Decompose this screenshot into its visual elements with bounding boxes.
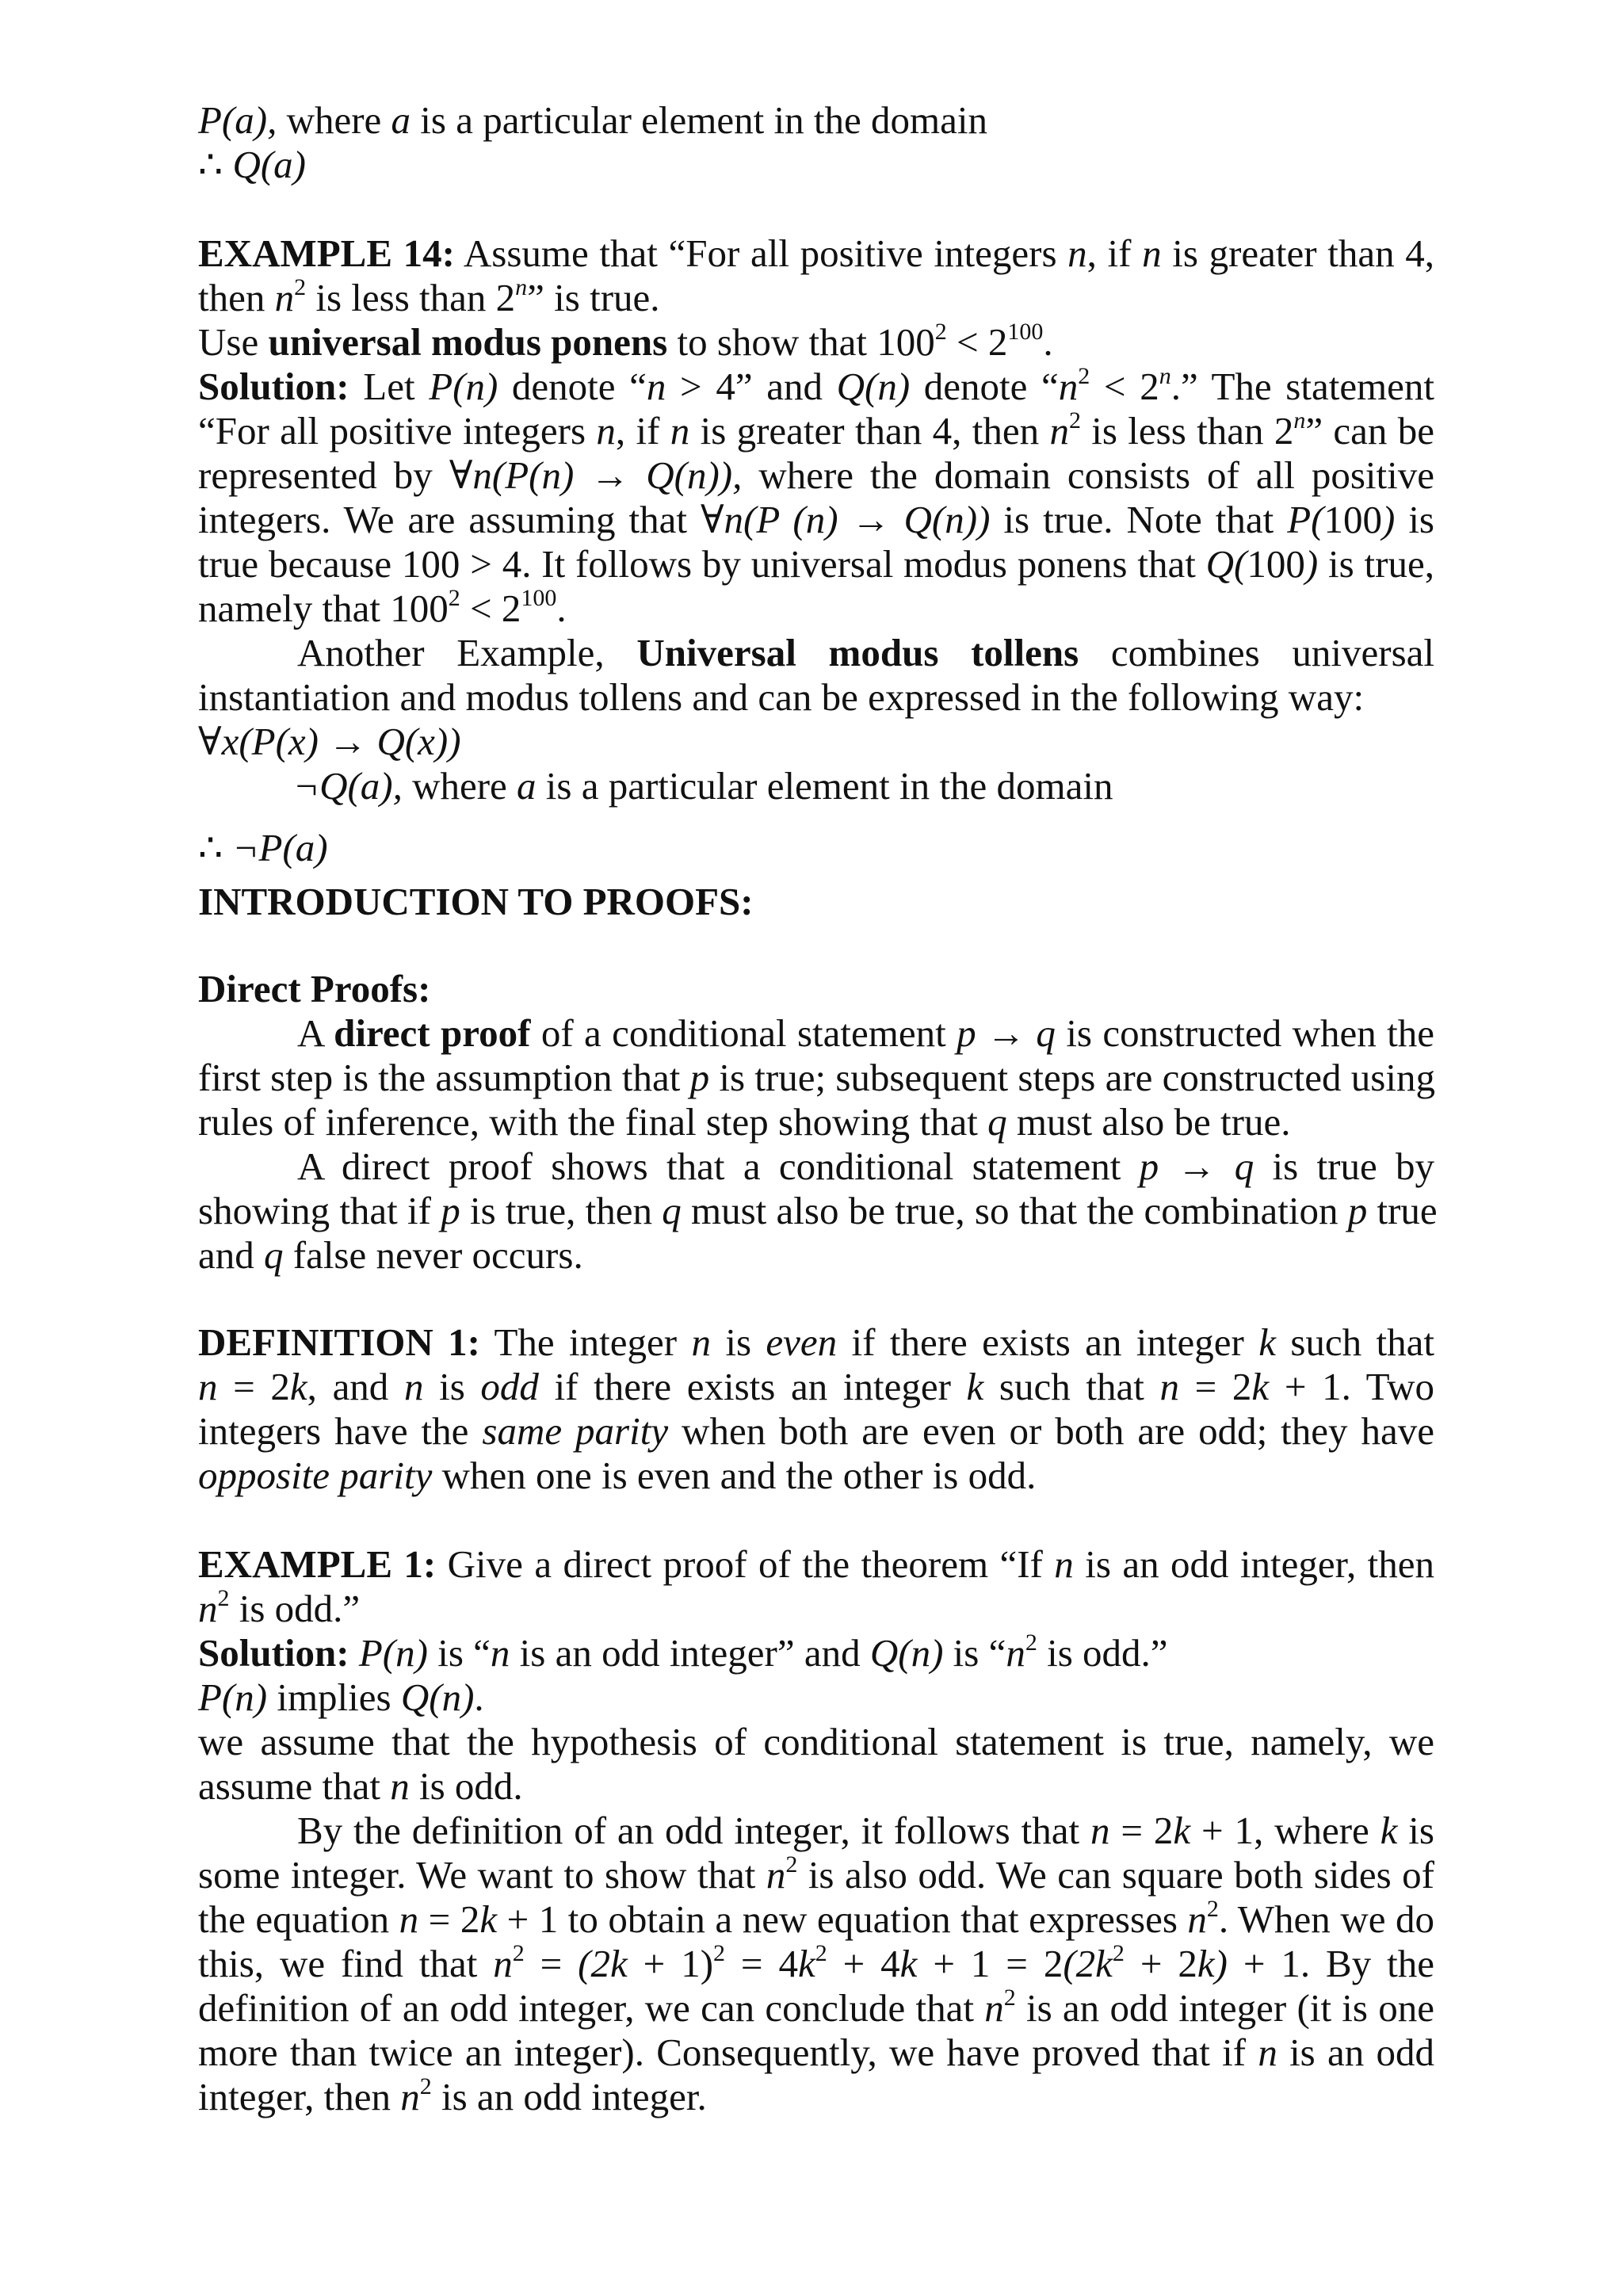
solution-line <box>198 365 1434 409</box>
text: is an odd <box>1277 2030 1434 2074</box>
text: when one is even and the other is odd. <box>432 1454 1037 1497</box>
text-line <box>198 2075 1434 2119</box>
text-line <box>198 1587 1434 1631</box>
text: = 2 <box>1179 1365 1252 1408</box>
text-line <box>297 1809 1434 1853</box>
formula: ∀n(P (n) → Q(n)) <box>700 498 991 541</box>
text: “For all positive integers <box>198 409 597 453</box>
variable: q <box>662 1189 682 1232</box>
text-line <box>198 453 1434 498</box>
text: < 2 <box>1090 365 1159 408</box>
emphasis: even <box>766 1320 838 1364</box>
text: + 1 to obtain a new equation that expresses <box>497 1897 1188 1941</box>
text: = 2 <box>217 1365 290 1408</box>
number: 100 <box>1323 498 1382 541</box>
text: first step is the assumption that <box>198 1056 690 1099</box>
exponent: 2 <box>815 1940 827 1966</box>
text: definition of an odd integer, we can conclude that <box>198 1986 985 2030</box>
exponent: n <box>1159 363 1171 389</box>
text: is an odd integer (it is one <box>1015 1986 1435 2030</box>
exponent: 2 <box>294 274 307 300</box>
text: + 1) <box>627 1942 714 1985</box>
exponent: 2 <box>419 2073 432 2099</box>
variable: n <box>1054 1542 1074 1586</box>
section-heading <box>198 880 1434 924</box>
text: false never occurs. <box>283 1233 583 1277</box>
text: if there exists an integer <box>538 1365 967 1408</box>
text: is <box>1397 1809 1434 1852</box>
text: true <box>1367 1189 1438 1232</box>
subsection-heading <box>198 967 1434 1011</box>
text: Let <box>349 365 430 408</box>
text: assume that <box>198 1764 391 1808</box>
text: < 2 <box>946 320 1008 364</box>
variable: n <box>670 409 690 453</box>
variable: a <box>517 764 537 808</box>
text: is <box>423 1365 481 1408</box>
text: then <box>198 276 275 319</box>
exponent: 100 <box>1007 319 1044 345</box>
text: The integer <box>479 1320 692 1364</box>
exponent: 2 <box>1003 1985 1016 2011</box>
solution-line <box>198 1631 1434 1675</box>
text: . <box>474 1675 484 1719</box>
exponent: 2 <box>785 1851 798 1878</box>
text-line <box>198 498 1434 542</box>
text: . <box>556 586 567 630</box>
formula: P( <box>1287 498 1324 541</box>
formula: Q(n) <box>869 1631 944 1675</box>
text: must also be true. <box>1006 1100 1291 1144</box>
variable: n <box>646 365 666 408</box>
text-line <box>198 276 1434 320</box>
variable: k <box>1380 1809 1398 1852</box>
formula: P(n) <box>198 1675 268 1719</box>
text: is true, <box>1318 542 1434 586</box>
text-line <box>198 1100 1434 1144</box>
variable: p <box>441 1189 460 1232</box>
formula: (2 <box>1063 1942 1096 1985</box>
exponent: n <box>1293 407 1306 434</box>
text: is constructed when the <box>1055 1011 1435 1055</box>
text: is an odd integer” and <box>510 1631 870 1675</box>
variable: n <box>198 1587 218 1630</box>
variable: n <box>274 276 295 319</box>
text-line <box>198 1897 1434 1942</box>
premise-line <box>293 764 1529 808</box>
text: ” is true. <box>527 276 660 319</box>
text: ” can be <box>1305 409 1434 453</box>
variable: n <box>1142 231 1162 275</box>
formula: ) <box>1381 498 1396 541</box>
formula: ∀n(P(n) → Q(n)), <box>449 453 743 497</box>
text: this, we find that <box>198 1942 494 1985</box>
formula: Q(n) <box>400 1675 475 1719</box>
variable: n <box>596 409 616 453</box>
text: if there exists an integer <box>837 1320 1259 1364</box>
bold-term: direct proof <box>334 1011 531 1055</box>
text: , and <box>307 1365 404 1408</box>
text: is true. Note that <box>990 498 1288 541</box>
text: is true; subsequent steps are constructed using <box>709 1056 1435 1099</box>
variable: p <box>1347 1189 1368 1232</box>
text: is “ <box>943 1631 1006 1675</box>
text: and <box>198 1233 264 1277</box>
text: is <box>710 1320 766 1364</box>
text: + 1. Two <box>1269 1365 1434 1408</box>
variable: n <box>493 1942 513 1985</box>
exponent: 2 <box>1206 1896 1219 1922</box>
text: Assume that “For all positive integers <box>454 231 1068 275</box>
text: namely that 100 <box>198 586 449 630</box>
example-14-heading <box>198 231 1434 276</box>
variable: k) <box>1197 1942 1228 1985</box>
text: where the domain consists of all positive <box>742 453 1435 497</box>
formula: ) <box>1304 542 1319 586</box>
example-1-heading <box>198 1542 1434 1587</box>
text: is odd.” <box>1037 1631 1168 1675</box>
variable: n <box>1067 231 1087 275</box>
solution-label: Solution: <box>198 1631 349 1675</box>
variable: k <box>797 1942 815 1985</box>
text: such that <box>1275 1320 1435 1364</box>
text: By the definition of an odd integer, it follows that <box>297 1809 1090 1852</box>
exponent: 2 <box>1112 1940 1125 1966</box>
text: < 2 <box>460 586 521 630</box>
conclusion-line <box>198 143 1434 187</box>
exponent: n <box>515 274 528 300</box>
text-line <box>198 542 1434 586</box>
text: .” The statement <box>1170 365 1435 408</box>
exponent: 2 <box>217 1585 230 1611</box>
exponent: 2 <box>1078 363 1090 389</box>
variable: n <box>490 1631 510 1675</box>
text-line <box>198 1986 1434 2030</box>
variable: n <box>1258 2030 1277 2074</box>
number: 100 <box>1247 542 1305 586</box>
text: , if <box>1086 231 1143 275</box>
text: is less than 2 <box>1080 409 1294 453</box>
variable: n <box>1058 365 1079 408</box>
text-line <box>198 1365 1434 1409</box>
variable: n <box>1006 1631 1025 1675</box>
text-line <box>198 1720 1434 1764</box>
text: integer, then <box>198 2075 401 2118</box>
premise-line <box>198 98 1434 143</box>
text: we assume that the hypothesis of conditional statement is true, namely, we <box>198 1720 1434 1763</box>
text: , if <box>615 409 670 453</box>
text: rules of inference, with the final step showing that <box>198 1100 988 1144</box>
text: more than twice an integer). Consequently, we have proved that if <box>198 2030 1258 2074</box>
text: of a conditional statement <box>530 1011 957 1055</box>
variable: n <box>1049 409 1069 453</box>
variable: k <box>479 1897 498 1941</box>
definition-1-heading <box>198 1320 1434 1365</box>
text: Give a direct proof of the theorem “If <box>436 1542 1055 1586</box>
variable: n <box>198 1365 218 1408</box>
formula: (2 <box>578 1942 610 1985</box>
variable: q <box>264 1233 284 1277</box>
text: = 4 <box>725 1942 798 1985</box>
variable: p <box>689 1056 710 1099</box>
text: denote “ <box>498 365 647 408</box>
text: is also odd. We can square both sides of <box>797 1853 1434 1897</box>
exponent: 2 <box>934 319 947 345</box>
therefore-symbol: ∴ <box>198 143 233 186</box>
text: is <box>1395 498 1434 541</box>
text: = <box>524 1942 579 1985</box>
text: A <box>297 1011 334 1055</box>
formula: Q( <box>1205 542 1247 586</box>
text: > 4” and <box>666 365 837 408</box>
text: is an odd integer, then <box>1073 1542 1435 1586</box>
emphasis: opposite parity <box>198 1454 433 1497</box>
variable: n <box>1187 1897 1207 1941</box>
text-line <box>198 675 1434 720</box>
variable: k <box>1173 1809 1191 1852</box>
text: + 1. By the <box>1227 1942 1434 1985</box>
emphasis: odd <box>480 1365 539 1408</box>
text: is greater than 4, <box>1161 231 1434 275</box>
text: is less than 2 <box>306 276 516 319</box>
text: where <box>277 98 391 142</box>
text: . When we do <box>1218 1897 1434 1941</box>
text: is greater than 4, then <box>689 409 1050 453</box>
text-line <box>297 1011 1434 1056</box>
text: represented by <box>198 453 449 497</box>
text-line <box>198 1056 1434 1100</box>
text: Use <box>198 320 269 364</box>
text: is odd. <box>409 1764 523 1808</box>
variable: n <box>400 2075 420 2118</box>
text: must also be true, so that the combination <box>681 1189 1348 1232</box>
text: instantiation and modus tollens and can be expressed in the following way: <box>198 675 1365 719</box>
text: A direct proof shows that a conditional statement <box>297 1144 1140 1188</box>
heading-text: Direct Proofs: <box>198 967 431 1010</box>
text: is a particular element in the domain <box>411 98 987 142</box>
text: where <box>402 764 517 808</box>
text: is odd.” <box>229 1587 361 1630</box>
variable: n <box>403 1365 424 1408</box>
solution-label: Solution: <box>198 365 349 408</box>
therefore-symbol: ∴ <box>198 826 233 869</box>
text: combines universal <box>1079 631 1434 674</box>
text-line <box>198 409 1434 453</box>
example-label: EXAMPLE 14: <box>198 231 455 275</box>
variable: k <box>899 1942 918 1985</box>
formula: ¬Q(a), <box>293 764 403 808</box>
text: integers have the <box>198 1409 483 1453</box>
text: implies <box>267 1675 401 1719</box>
variable: n <box>390 1764 410 1808</box>
variable: k <box>610 1942 628 1985</box>
variable: n <box>1090 1809 1110 1852</box>
exponent: 100 <box>521 585 557 611</box>
bold-term: Universal modus tollens <box>636 631 1079 674</box>
text: is an odd integer. <box>431 2075 707 2118</box>
exponent: 2 <box>512 1940 525 1966</box>
variable: n <box>1159 1365 1179 1408</box>
bold-term: universal modus ponens <box>268 320 668 364</box>
text: when both are even or both are odd; they have <box>668 1409 1435 1453</box>
text: + 1, where <box>1190 1809 1381 1852</box>
text: + 4 <box>827 1942 900 1985</box>
variable: n <box>766 1853 786 1897</box>
premise-line <box>198 720 1434 764</box>
example-label: EXAMPLE 1: <box>198 1542 437 1586</box>
variable: q <box>987 1100 1007 1144</box>
text: integers. We are assuming that <box>198 498 701 541</box>
variable: n <box>399 1897 419 1941</box>
text-line <box>198 2030 1434 2075</box>
variable: n <box>984 1986 1004 2030</box>
formula: ∀x(P(x) → Q(x)) <box>198 720 461 763</box>
text: such that <box>983 1365 1160 1408</box>
equation-line <box>198 1942 1434 1986</box>
exponent: 2 <box>1025 1629 1037 1656</box>
text-line <box>297 1144 1434 1189</box>
text: + 1 = 2 <box>917 1942 1064 1985</box>
text: = 2 <box>418 1897 480 1941</box>
text-line <box>198 320 1434 365</box>
text: + 2 <box>1124 1942 1197 1985</box>
definition-label: DEFINITION 1: <box>198 1320 480 1364</box>
text-line <box>198 1675 1434 1720</box>
exponent: 2 <box>713 1940 726 1966</box>
text: . <box>1043 320 1053 364</box>
variable: k <box>1095 1942 1113 1985</box>
text: true because 100 > 4. It follows by universal modus ponens that <box>198 542 1206 586</box>
text-line <box>198 1454 1434 1498</box>
text: the equation <box>198 1897 399 1941</box>
text-line <box>198 586 1434 631</box>
formula: P(n) <box>429 365 498 408</box>
text: is a particular element in the domain <box>536 764 1113 808</box>
text-line <box>198 1853 1434 1897</box>
variable: k <box>966 1365 984 1408</box>
formula: Q(n) <box>836 365 911 408</box>
text-line <box>198 1233 1434 1278</box>
variable: n <box>691 1320 711 1364</box>
conclusion-line <box>198 826 1434 870</box>
text-line <box>198 1409 1434 1454</box>
text: showing that if <box>198 1189 441 1232</box>
formula: Q(a) <box>232 143 306 186</box>
formula: p → q <box>1139 1144 1254 1188</box>
formula: ¬P(a) <box>232 826 328 869</box>
heading-text: INTRODUCTION TO PROOFS: <box>198 880 754 923</box>
text: denote “ <box>910 365 1059 408</box>
variable: a <box>391 98 411 142</box>
text-line <box>198 1189 1438 1233</box>
text: is true, then <box>460 1189 663 1232</box>
text: = 2 <box>1109 1809 1174 1852</box>
formula: p → q <box>957 1011 1056 1055</box>
text-line <box>297 631 1434 675</box>
text-line <box>198 1764 1434 1809</box>
text: to show that 100 <box>667 320 935 364</box>
variable: k <box>1258 1320 1276 1364</box>
text: is true by <box>1254 1144 1435 1188</box>
text: some integer. We want to show that <box>198 1853 766 1897</box>
variable: k <box>289 1365 307 1408</box>
variable: k <box>1251 1365 1270 1408</box>
emphasis: same parity <box>482 1409 669 1453</box>
exponent: 2 <box>448 585 460 611</box>
exponent: 2 <box>1068 407 1081 434</box>
text: is “ <box>427 1631 491 1675</box>
text: Another Example, <box>297 631 637 674</box>
text <box>349 1631 359 1675</box>
formula: P(n) <box>358 1631 428 1675</box>
formula: P(a), <box>198 98 277 142</box>
